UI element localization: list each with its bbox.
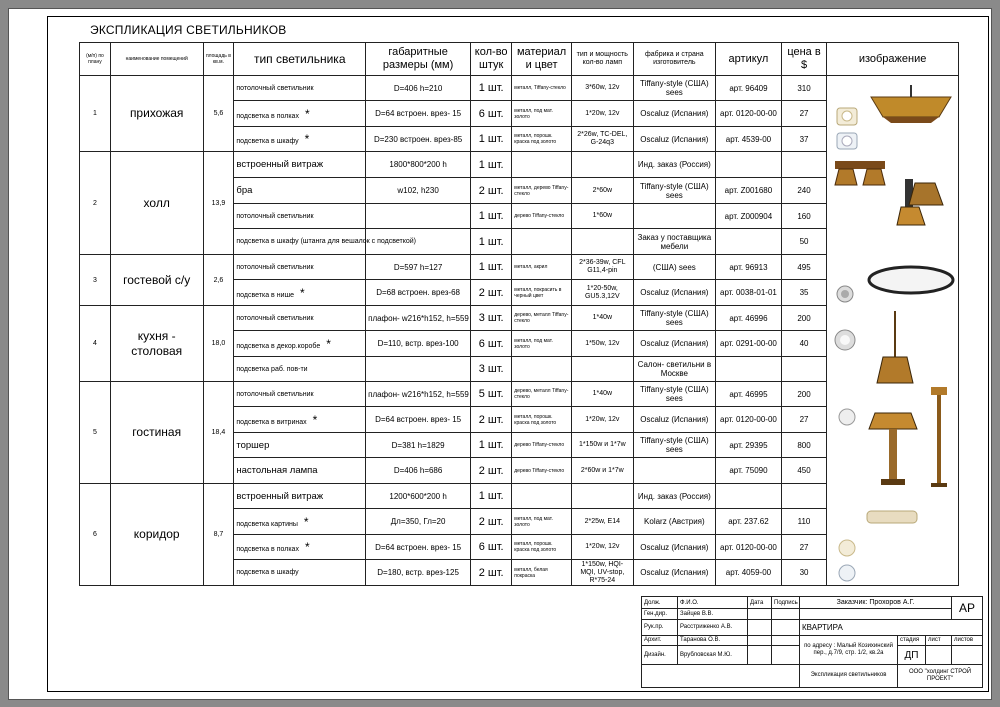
row-number: 4 <box>80 306 111 382</box>
fixture-price: 40 <box>781 331 826 357</box>
fixture-dimensions <box>366 204 471 229</box>
fixture-lamp <box>571 484 633 509</box>
fixture-article <box>716 484 782 509</box>
fixture-article: арт. 75090 <box>716 458 782 484</box>
fixture-type-label: встроенный витраж <box>236 490 324 502</box>
fixture-lamp <box>571 229 633 255</box>
header-area: площадь в кв.м. <box>203 43 234 76</box>
fixture-quantity: 2 шт. <box>471 280 512 306</box>
note-star: * <box>304 106 310 121</box>
fixture-maker: Oscaluz (Испания) <box>633 331 715 357</box>
room-name: холл <box>110 152 203 255</box>
fixture-quantity: 2 шт. <box>471 509 512 535</box>
stamp-role-2: Рук.пр. <box>642 620 678 635</box>
fixture-lamp <box>571 357 633 382</box>
fixture-maker: Tiffany-style (США) sees <box>633 382 715 407</box>
stamp-customer-label: Заказчик: <box>836 599 868 607</box>
decor-box-light-core <box>840 335 850 345</box>
fixture-price: 110 <box>781 509 826 535</box>
fixture-maker: Tiffany-style (США) sees <box>633 178 715 204</box>
fixture-quantity: 1 шт. <box>471 204 512 229</box>
fixture-type-label: бра <box>236 185 253 196</box>
fixture-material: дерево Tiffany-стекло <box>512 433 572 458</box>
stamp-role-1: Ген.дир. <box>642 609 678 620</box>
pendant-shade <box>877 357 913 383</box>
fixture-price: 160 <box>781 204 826 229</box>
fixture-maker: Tiffany-style (США) sees <box>633 76 715 101</box>
fixture-dimensions: D=230 встроен. врез-85 <box>366 127 471 152</box>
fixture-material: металл, дерево Tiffany-стекло <box>512 178 572 204</box>
fixture-material: металл, покрасить в черный цвет <box>512 280 572 306</box>
fixture-type <box>234 407 366 433</box>
fixture-lamp: 1*60w <box>571 204 633 229</box>
fixture-article: арт. 4539-00 <box>716 127 782 152</box>
fixture-quantity: 5 шт. <box>471 382 512 407</box>
fixture-article: арт. 29395 <box>716 433 782 458</box>
stamp-stage: ДП <box>898 646 926 665</box>
fixture-quantity: 6 шт. <box>471 101 512 127</box>
fixture-lamp: 1*50w, 12v <box>571 331 633 357</box>
fixture-article: арт. 96409 <box>716 76 782 101</box>
stamp-object: КВАРТИРА <box>800 620 983 635</box>
fixture-lamp: 1*40w <box>571 382 633 407</box>
fixture-type-label: подсветка в шкафу <box>236 138 299 145</box>
fixture-price: 450 <box>781 458 826 484</box>
fixture-article: арт. 46996 <box>716 306 782 331</box>
fixture-maker: Oscaluz (Испания) <box>633 560 715 586</box>
fixture-type <box>234 178 366 204</box>
fixture-quantity: 6 шт. <box>471 535 512 560</box>
fixture-material <box>512 152 572 178</box>
fixture-price: 200 <box>781 382 826 407</box>
stamp-name-1: Зайцев В.В. <box>678 609 748 620</box>
fixture-type <box>234 509 366 535</box>
fixture-type-label: подсветка в шкафу (штанга для вешалок с подсветкой) <box>236 238 416 245</box>
fixture-type <box>234 560 366 586</box>
stamp-name-2: Расстриженко А.В. <box>678 620 748 635</box>
fixture-type <box>234 280 366 306</box>
fixture-type <box>234 255 366 280</box>
stamp-name-4: Врубловская М.Ю. <box>678 646 748 665</box>
fixture-maker: Kolarz (Австрия) <box>633 509 715 535</box>
fixture-price: 27 <box>781 535 826 560</box>
niche-light-core <box>841 290 849 298</box>
header-lamp: тип и мощность кол-во ламп <box>571 43 633 76</box>
floor-lamp-pole <box>937 395 941 483</box>
table-row <box>80 76 959 101</box>
row-number: 3 <box>80 255 111 306</box>
fixture-maker: Oscaluz (Испания) <box>633 101 715 127</box>
header-qty: кол-во штук <box>471 43 512 76</box>
fixture-price: 50 <box>781 229 826 255</box>
fixture-quantity: 1 шт. <box>471 152 512 178</box>
fixture-quantity: 1 шт. <box>471 127 512 152</box>
fixture-quantity: 3 шт. <box>471 306 512 331</box>
wood-ceiling-shade-right <box>863 169 885 185</box>
fixture-article: арт. 96913 <box>716 255 782 280</box>
fixture-article: арт. Z001680 <box>716 178 782 204</box>
fixture-price: 27 <box>781 407 826 433</box>
explication-table <box>79 42 959 586</box>
fixture-dimensions: D=406 h=686 <box>366 458 471 484</box>
fixture-price: 30 <box>781 560 826 586</box>
fixture-maker: Oscaluz (Испания) <box>633 280 715 306</box>
fixture-type <box>234 331 366 357</box>
fixture-lamp: 2*60w <box>571 178 633 204</box>
fixture-maker: Инд. заказ (Россия) <box>633 484 715 509</box>
fixture-price <box>781 152 826 178</box>
fixture-lamp: 1*20w, 12v <box>571 535 633 560</box>
fixture-price: 200 <box>781 306 826 331</box>
fixture-material: дерево, металл Tiffany-стекло <box>512 382 572 407</box>
floor-lamp-base <box>931 483 947 487</box>
fixture-dimensions: D=64 встроен. врез- 15 <box>366 407 471 433</box>
fixture-article: арт. 0120-00-00 <box>716 407 782 433</box>
fixture-maker: Салон- светильни в Москве <box>633 357 715 382</box>
stamp-role-4: Дизайн. <box>642 646 678 665</box>
fixture-quantity: 3 шт. <box>471 357 512 382</box>
fixture-lamp: 3*60w, 12v <box>571 76 633 101</box>
fixture-type <box>234 535 366 560</box>
fixture-material <box>512 484 572 509</box>
fixture-type-label: подсветка в полках <box>236 546 299 553</box>
note-star: * <box>304 132 310 146</box>
fixture-type-label: подсветка в декор.коробе <box>236 342 321 350</box>
room-name: гостиная <box>110 382 203 484</box>
fixture-type-label: потолочный светильник <box>236 263 314 271</box>
fixture-lamp <box>571 152 633 178</box>
header-room: наименование помещений <box>110 43 203 76</box>
wood-ceiling-image <box>835 161 885 169</box>
fixture-material <box>512 357 572 382</box>
fixture-maker: (США) sees <box>633 255 715 280</box>
fixture-type <box>234 306 366 331</box>
fixture-dimensions: D=597 h=127 <box>366 255 471 280</box>
fixture-material: дерево Tiffany-стекло <box>512 204 572 229</box>
stamp-address: по адресу : Малый Козихинский пер., д.7/9, стр. 1/2, кв.2а <box>800 635 898 664</box>
note-star: * <box>326 336 331 351</box>
fixture-maker: Oscaluz (Испания) <box>633 535 715 560</box>
fixture-type-label: подсветка в витринах <box>236 418 307 426</box>
header-maker: фабрика и страна изготовитель <box>633 43 715 76</box>
stamp-role-3: Архит. <box>642 635 678 646</box>
note-star: * <box>303 514 309 529</box>
fixture-type-label: подсветка картины <box>236 520 298 528</box>
page-title: ЭКСПЛИКАЦИЯ СВЕТИЛЬНИКОВ <box>90 23 287 37</box>
fixture-type <box>234 127 366 152</box>
fixture-type-label: потолочный светильник <box>236 212 314 220</box>
row-number: 2 <box>80 152 111 255</box>
row-number: 1 <box>80 76 111 152</box>
fixture-article <box>716 152 782 178</box>
fixture-quantity: 6 шт. <box>471 331 512 357</box>
stamp-customer-name: Прохоров А.Г. <box>869 599 915 607</box>
sconce-shade-2 <box>897 207 925 225</box>
wardrobe-light-image <box>839 565 855 581</box>
header-price: цена в $ <box>781 43 826 76</box>
fixture-dimensions: D=64 встроен. врез- 15 <box>366 101 471 127</box>
fixture-maker <box>633 204 715 229</box>
stamp-code: АР <box>952 597 983 620</box>
fixture-type-label: потолочный светильник <box>236 314 314 322</box>
recessed-light-ring <box>842 111 852 121</box>
row-number: 5 <box>80 382 111 484</box>
fixture-type-label: настольная лампа <box>236 465 318 476</box>
stamp-name-0: Ф.И.О. <box>678 597 748 609</box>
fixture-lamp: 2*36-39w, CFL G11,4-pin <box>571 255 633 280</box>
stamp-stage-label: стадия <box>898 635 926 646</box>
header-article: артикул <box>716 43 782 76</box>
fixture-images <box>831 75 959 587</box>
fixture-type-label: подсветка раб. пов-ти <box>236 365 308 373</box>
header-image: изображение <box>827 43 959 76</box>
room-area: 18,0 <box>203 306 234 382</box>
header-material: материал и цвет <box>512 43 572 76</box>
fixture-type <box>234 204 366 229</box>
fixture-article: арт. 0291-00-00 <box>716 331 782 357</box>
fixture-price: 37 <box>781 127 826 152</box>
fixture-quantity: 1 шт. <box>471 433 512 458</box>
fixture-quantity: 2 шт. <box>471 458 512 484</box>
fixture-article: арт. 0120-00-00 <box>716 535 782 560</box>
table-lamp-shade <box>869 413 917 429</box>
fixture-lamp: 1*40w <box>571 306 633 331</box>
fixture-material <box>512 229 572 255</box>
fixture-material: дерево Tiffany-стекло <box>512 458 572 484</box>
fixture-type <box>234 76 366 101</box>
room-name: прихожая <box>110 76 203 152</box>
fixture-lamp: 2*26w, TC-DEL, G-24q3 <box>571 127 633 152</box>
fixture-article <box>716 229 782 255</box>
floor-lamp-shade <box>931 387 947 395</box>
fixture-quantity: 1 шт. <box>471 484 512 509</box>
fixture-type <box>234 152 366 178</box>
fixture-quantity: 2 шт. <box>471 178 512 204</box>
room-area: 2,6 <box>203 255 234 306</box>
wood-ceiling-shade-left <box>835 169 857 185</box>
fixture-quantity: 1 шт. <box>471 255 512 280</box>
fixture-quantity: 2 шт. <box>471 407 512 433</box>
header-dims: габаритные размеры (мм) <box>366 43 471 76</box>
fixture-quantity: 1 шт. <box>471 229 512 255</box>
stamp-role-0: Долж. <box>642 597 678 609</box>
fixture-type <box>234 433 366 458</box>
fixture-type-label: встроенный витраж <box>236 159 324 170</box>
fixture-material: металл, порошк. краска под золото <box>512 535 572 560</box>
fixture-price: 310 <box>781 76 826 101</box>
fixture-dimensions: D=68 встроен. врез-68 <box>366 280 471 306</box>
fixture-maker: Заказ у поставщика мебели <box>633 229 715 255</box>
title-block <box>641 596 982 688</box>
stamp-doc: Экспликация светильников <box>800 664 898 687</box>
fixture-article: арт. 46995 <box>716 382 782 407</box>
room-name: кухня - столовая <box>110 306 203 382</box>
fixture-price: 240 <box>781 178 826 204</box>
fixture-type <box>234 229 416 255</box>
showcase-light-image <box>839 409 855 425</box>
stamp-name-3: Таранова О.В. <box>678 635 748 646</box>
fixture-lamp: 1*20w, 12v <box>571 407 633 433</box>
fixture-dimensions: 1800*800*200 h <box>366 152 471 178</box>
fixture-maker: Oscaluz (Испания) <box>633 127 715 152</box>
fixture-maker <box>633 458 715 484</box>
ring-ceiling-image <box>869 267 953 293</box>
fixture-material: металл, акрил <box>512 255 572 280</box>
fixture-article: арт. 0038-01-01 <box>716 280 782 306</box>
tiffany-ceiling-image <box>871 97 951 117</box>
fixture-maker: Oscaluz (Испания) <box>633 407 715 433</box>
fixture-type-label: торшер <box>236 439 270 451</box>
fixture-material: металл, под мат. золото <box>512 509 572 535</box>
fixture-lamp: 1*150w и 1*7w <box>571 433 633 458</box>
fixture-quantity: 2 шт. <box>471 560 512 586</box>
fixture-dimensions: D=381 h=1829 <box>366 433 471 458</box>
room-area: 18,4 <box>203 382 234 484</box>
fixture-quantity: 1 шт. <box>471 76 512 101</box>
fixture-lamp: 1*20w, 12v <box>571 101 633 127</box>
header-type: тип светильника <box>234 43 366 76</box>
fixture-type-label: подсветка в нише <box>236 291 294 299</box>
fixture-dimensions: w102, h230 <box>366 178 471 204</box>
fixture-dimensions: Дл=350, Гл=20 <box>366 509 471 535</box>
fixture-lamp: 1*150w, HQI-MQI, UV-stop, R*75-24 <box>571 560 633 586</box>
fixture-dimensions <box>366 357 471 382</box>
fixture-price: 495 <box>781 255 826 280</box>
fixture-type <box>234 357 366 382</box>
stamp-sheets-label: листов <box>952 635 983 646</box>
fixture-material: дерево, металл Tiffany-стекло <box>512 306 572 331</box>
fixture-material: металл, порошк. краска под золото <box>512 127 572 152</box>
room-name: гостевой с/у <box>110 255 203 306</box>
table-lamp-base <box>881 479 905 485</box>
header-row <box>80 43 959 76</box>
fixture-dimensions: 1200*600*200 h <box>366 484 471 509</box>
room-area: 13,9 <box>203 152 234 255</box>
fixture-article: арт. 0120-00-00 <box>716 101 782 127</box>
fixture-type <box>234 458 366 484</box>
stamp-company: ООО "холдинг СТРОЙ ПРОЕКТ" <box>898 664 983 687</box>
fixture-dimensions: D=406 h=210 <box>366 76 471 101</box>
fixture-type <box>234 101 366 127</box>
fixture-price <box>781 357 826 382</box>
fixture-type <box>234 484 366 509</box>
fixture-lamp: 2*60w и 1*7w <box>571 458 633 484</box>
fixture-dimensions: D=110, встр. врез-100 <box>366 331 471 357</box>
fixture-maker: Tiffany-style (США) sees <box>633 433 715 458</box>
fixture-type-label: подсветка в шкафу <box>236 569 299 576</box>
note-star: * <box>304 540 310 554</box>
fixture-price: 27 <box>781 101 826 127</box>
fixture-dimensions: D=180, встр. врез-125 <box>366 560 471 586</box>
fixture-type-label: подсветка в полках <box>236 112 299 120</box>
fixture-dimensions: плафон- w216*h152, h=559 <box>366 306 471 331</box>
fixture-price: 800 <box>781 433 826 458</box>
stamp-customer <box>800 597 952 609</box>
sconce-shade <box>909 183 943 205</box>
stamp-sheet-label: лист <box>926 635 952 646</box>
fixture-lamp: 2*25w, E14 <box>571 509 633 535</box>
room-name: коридор <box>110 484 203 586</box>
fixture-article: арт. 4059-00 <box>716 560 782 586</box>
fixture-type-label: потолочный светильник <box>236 84 314 92</box>
fixture-dimensions: D=64 встроен. врез- 15 <box>366 535 471 560</box>
shelf-light-image <box>839 540 855 556</box>
fixture-type <box>234 382 366 407</box>
header-num: (м/п) по плану <box>80 43 111 76</box>
note-star: * <box>312 412 318 427</box>
fixture-maker: Инд. заказ (Россия) <box>633 152 715 178</box>
fixture-material: металл, Tiffany-стекло <box>512 76 572 101</box>
fixture-article: арт. Z000904 <box>716 204 782 229</box>
note-star: * <box>300 285 305 300</box>
table-lamp-body <box>889 429 897 479</box>
row-number: 6 <box>80 484 111 586</box>
fixture-lamp: 1*20-50w, GU5.3,12V <box>571 280 633 306</box>
stamp-date-label: Дата <box>748 597 772 609</box>
picture-light-image <box>867 511 917 523</box>
fixture-material: металл, под мат. золото <box>512 331 572 357</box>
fixture-price: 35 <box>781 280 826 306</box>
fixture-material: металл, под мат. золото <box>512 101 572 127</box>
fixture-dimensions: плафон- w216*h152, h=559 <box>366 382 471 407</box>
fixture-article: арт. 237.62 <box>716 509 782 535</box>
stamp-sign-label: Подпись <box>772 597 800 609</box>
fixture-material: металл, белая покраска <box>512 560 572 586</box>
fixture-article <box>716 357 782 382</box>
fixture-material: металл, порошк. краска под золото <box>512 407 572 433</box>
room-area: 8,7 <box>203 484 234 586</box>
room-area: 5,6 <box>203 76 234 152</box>
fixture-type-label: потолочный светильник <box>236 390 314 398</box>
tiffany-ceiling-rim <box>883 117 939 123</box>
fixture-maker: Tiffany-style (США) sees <box>633 306 715 331</box>
cabinet-light-ring <box>842 136 852 146</box>
fixture-price <box>781 484 826 509</box>
